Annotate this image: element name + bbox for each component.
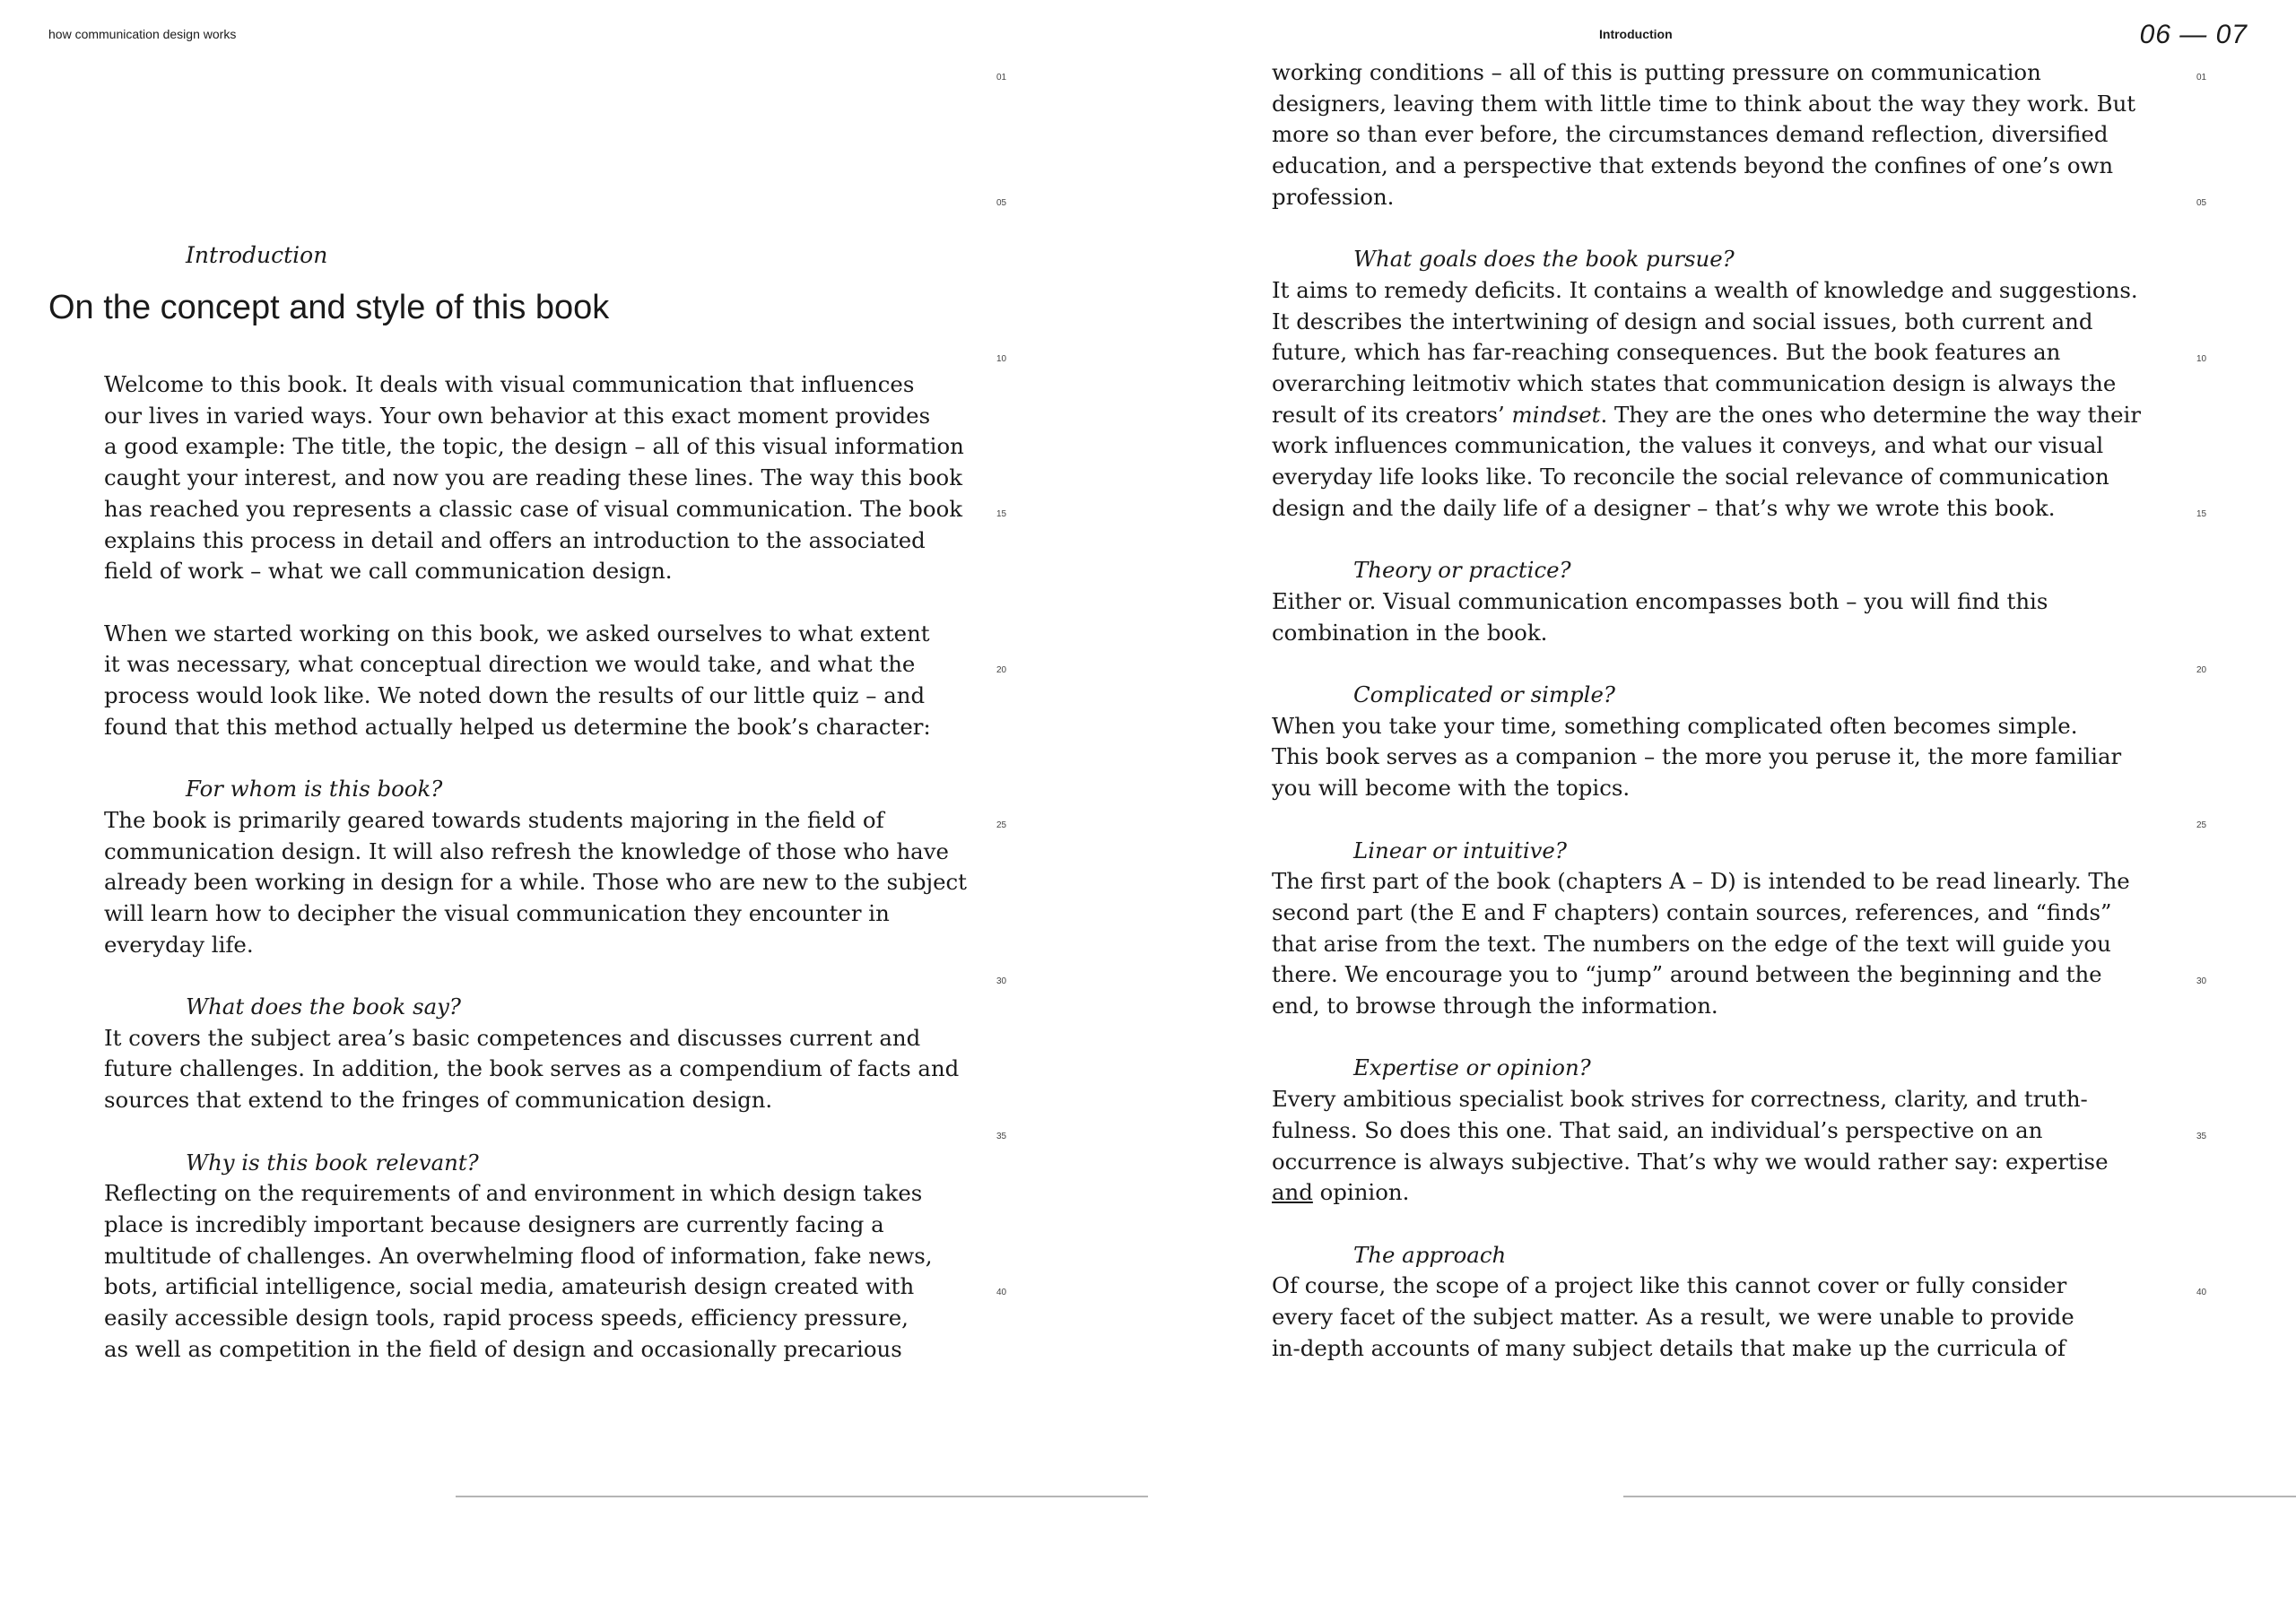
second-paragraph (104, 619, 929, 743)
page-numbers: 06 — 07 (2139, 20, 2248, 49)
text-line: that arise from the text. The numbers on the edge of the text will guide you (1272, 930, 2111, 957)
text-line: field of work – what we call communication design. (104, 558, 673, 585)
text-line: our lives in varied ways. Your own behavior at this exact moment provides (104, 402, 931, 429)
text-line: caught your interest, and now you are reading these lines. The way this book (104, 464, 962, 491)
line-number: 05 (2196, 198, 2207, 208)
text-line: found that this method actually helped us determine the book’s character: (104, 713, 931, 740)
text-line: you will become with the topics. (1272, 775, 1631, 802)
footer-rule-right (1623, 1496, 2296, 1497)
intro-paragraph (104, 369, 964, 587)
line-number: 25 (996, 820, 1007, 830)
text-line (1272, 400, 2141, 431)
question-heading: The approach (1353, 1241, 1507, 1268)
text-line: It covers the subject area’s basic competences and discusses current and (104, 1024, 921, 1051)
line-number: 10 (2196, 354, 2207, 364)
line-number: 25 (2196, 820, 2207, 830)
text-line: end, to browse through the information. (1272, 993, 1718, 1019)
question-heading: What goals does the book pursue? (1353, 246, 1735, 273)
qa-block (1272, 1240, 2097, 1365)
continuation-paragraph (1272, 57, 2136, 213)
text-line: profession. (1272, 183, 1395, 210)
qa-block (104, 992, 960, 1116)
text-line: every facet of the subject matter. As a result, we were unable to provide (1272, 1304, 2074, 1331)
text-line: design and the daily life of a designer – that’s why we wrote this book. (1272, 494, 2056, 521)
qa-block (104, 774, 967, 960)
line-number: 15 (2196, 509, 2207, 519)
underlined-word: and (1272, 1179, 1313, 1206)
section-kicker: Introduction (186, 242, 328, 268)
text-line: work influences communication, the values it conveys, and what our visual (1272, 432, 2104, 459)
text-line: will learn how to decipher the visual communication they encounter in (104, 899, 890, 926)
running-title-right: Introduction (1599, 27, 1673, 41)
text-fragment: . They are the ones who determine the way their (1600, 401, 2141, 428)
text-line: When we started working on this book, we asked ourselves to what extent (104, 620, 930, 646)
text-line: fulness. So does this one. That said, an individual’s perspective on an (1272, 1116, 2043, 1143)
line-number: 30 (996, 976, 1007, 986)
text-line: Of course, the scope of a project like this cannot cover or fully consider (1272, 1272, 2067, 1299)
text-line (1272, 1177, 2097, 1209)
text-line: it was necessary, what conceptual direction we would take, and what the (104, 651, 916, 678)
qa-block (104, 1148, 933, 1366)
question-heading: Theory or practice? (1353, 557, 1571, 584)
text-line: Reflecting on the requirements of and environment in which design takes (104, 1180, 923, 1207)
text-line: It aims to remedy deficits. It contains a wealth of knowledge and suggestions. (1272, 276, 2138, 303)
page-title: On the concept and style of this book (48, 289, 610, 326)
text-line: future challenges. In addition, the book serves as a compendium of facts and (104, 1055, 960, 1082)
line-number: 20 (2196, 665, 2207, 675)
text-line: When you take your time, something complicated often becomes simple. (1272, 712, 2078, 739)
line-number: 05 (996, 198, 1007, 208)
text-line: This book serves as a companion – the more you peruse it, the more familiar (1272, 743, 2122, 770)
qa-block (1272, 836, 2130, 1022)
text-line: second part (the E and F chapters) contain sources, references, and “finds” (1272, 898, 2112, 925)
text-line: It describes the intertwining of design and social issues, both current and (1272, 308, 2093, 334)
qa-block (1272, 244, 2141, 524)
line-number: 35 (996, 1132, 1007, 1141)
qa-block (1272, 1053, 2109, 1209)
question-heading: For whom is this book? (186, 776, 443, 802)
footer-rule-left (456, 1496, 1148, 1497)
text-line: working conditions – all of this is putting pressure on communication (1272, 59, 2041, 85)
text-line: in-depth accounts of many subject details that make up the curricula of (1272, 1334, 2066, 1361)
text-line: multitude of challenges. An overwhelming flood of information, fake news, (104, 1242, 933, 1269)
question-heading: Linear or intuitive? (1353, 837, 1567, 863)
text-line: everyday life looks like. To reconcile the social relevance of communication (1272, 464, 2109, 490)
running-title-left: how communication design works (48, 27, 237, 41)
text-line: sources that extend to the fringes of communication design. (104, 1087, 773, 1114)
line-number: 15 (996, 509, 1007, 519)
text-line: everyday life. (104, 931, 254, 958)
qa-block (1272, 680, 2122, 804)
text-line: future, which has far-reaching consequences. But the book features an (1272, 339, 2061, 366)
text-line: there. We encourage you to “jump” around between the beginning and the (1272, 961, 2102, 988)
text-line: communication design. It will also refresh the knowledge of those who have (104, 837, 949, 864)
text-line: already been working in design for a while. Those who are new to the subject (104, 869, 967, 896)
text-line: Every ambitious specialist book strives for correctness, clarity, and truth- (1272, 1086, 2088, 1113)
line-number: 40 (996, 1288, 1007, 1297)
text-line: place is incredibly important because designers are currently facing a (104, 1210, 884, 1237)
text-line: easily accessible design tools, rapid process speeds, efficiency pressure, (104, 1305, 909, 1332)
right-page-body (1272, 57, 2141, 1364)
emphasis-mindset: mindset (1511, 401, 1601, 428)
text-line: The book is primarily geared towards students majoring in the field of (104, 806, 884, 833)
text-line: explains this process in detail and offers an introduction to the associated (104, 526, 926, 553)
line-number: 35 (2196, 1132, 2207, 1141)
question-heading: Expertise or opinion? (1353, 1054, 1591, 1081)
line-number: 40 (2196, 1288, 2207, 1297)
text-line: The first part of the book (chapters A – D) is intended to be read linearly. The (1272, 868, 2130, 895)
text-line: education, and a perspective that extends beyond the confines of one’s own (1272, 152, 2114, 179)
line-number: 01 (2196, 73, 2207, 82)
text-line: Welcome to this book. It deals with visual communication that influences (104, 371, 915, 397)
text-line: overarching leitmotiv which states that communication design is always the (1272, 370, 2117, 397)
text-line: process would look like. We noted down the results of our little quiz – and (104, 682, 926, 709)
left-page-body (104, 369, 967, 1365)
text-line: as well as competition in the field of design and occasionally precarious (104, 1335, 902, 1362)
text-line: combination in the book. (1272, 619, 1548, 646)
line-number: 01 (996, 73, 1007, 82)
qa-block (1272, 555, 2097, 648)
line-number: 20 (996, 665, 1007, 675)
text-line: designers, leaving them with little time to think about the way they work. But (1272, 90, 2136, 117)
line-number: 30 (2196, 976, 2207, 986)
text-fragment: result of its creators’ (1272, 401, 1512, 428)
question-heading: What does the book say? (186, 993, 462, 1020)
line-number: 10 (996, 354, 1007, 364)
text-line: a good example: The title, the topic, the design – all of this visual information (104, 433, 964, 460)
text-line: more so than ever before, the circumstances demand reflection, diversified (1272, 121, 2109, 148)
text-line: Either or. Visual communication encompasses both – you will find this (1272, 587, 2048, 614)
text-line: occurrence is always subjective. That’s why we would rather say: expertise (1272, 1148, 2109, 1175)
question-heading: Complicated or simple? (1353, 681, 1615, 708)
text-line: bots, artificial intelligence, social media, amateurish design created with (104, 1273, 915, 1300)
text-line: has reached you represents a classic case of visual communication. The book (104, 495, 963, 522)
question-heading: Why is this book relevant? (186, 1149, 479, 1176)
text-fragment: opinion. (1312, 1179, 1410, 1206)
